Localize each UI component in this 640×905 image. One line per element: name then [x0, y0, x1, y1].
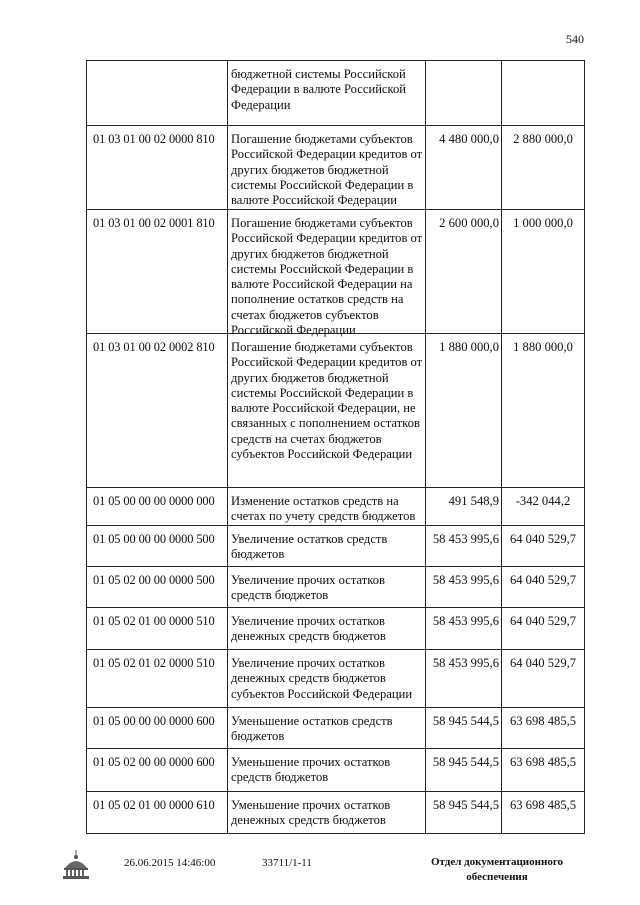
table-row — [87, 566, 584, 608]
description-cell: бюджетной системы Российской Федерации в валюте Российской Федерации — [227, 61, 425, 125]
description-cell: Увеличение прочих остатков средств бюджетов — [227, 567, 425, 608]
description-cell: Погашение бюджетами субъектов Российской Федерации кредитов от других бюджетов бюджетной системы Российской Федерации в валюте Российской Федерации — [227, 126, 425, 210]
budget-code-cell: 01 05 00 00 00 0000 000 — [93, 494, 215, 508]
budget-code-cell: 01 05 02 01 00 0000 510 — [93, 614, 215, 628]
value-2017-cell: 63 698 485,5 — [501, 792, 584, 834]
value-2016-cell: 58 453 995,6 — [425, 567, 501, 608]
footer-department: Отдел документационного обеспечения — [430, 856, 564, 883]
description-cell: Изменение остатков средств на счетах по учету средств бюджетов — [227, 488, 425, 526]
value-2016-cell: 58 945 544,5 — [425, 792, 501, 834]
budget-code-cell: 01 05 00 00 00 0000 600 — [93, 714, 215, 728]
sources-table — [86, 60, 585, 834]
budget-code-cell: 01 05 00 00 00 0000 500 — [93, 532, 215, 546]
description-cell: Уменьшение прочих остатков денежных средств бюджетов — [227, 792, 425, 834]
value-2017-cell: 64 040 529,7 — [501, 567, 584, 608]
value-2017-cell: 64 040 529,7 — [501, 526, 584, 567]
table-row — [87, 333, 584, 488]
value-2016-cell: 58 945 544,5 — [425, 708, 501, 749]
table-row — [87, 791, 584, 834]
budget-code-cell: 01 05 02 00 00 0000 600 — [93, 755, 215, 769]
description-cell: Увеличение прочих остатков денежных средств бюджетов — [227, 608, 425, 650]
table-row — [87, 607, 584, 650]
value-2016-cell: 58 453 995,6 — [425, 650, 501, 708]
budget-code-cell: 01 03 01 00 02 0002 810 — [93, 340, 215, 354]
table-row — [87, 487, 584, 526]
budget-code-cell: 01 03 01 00 02 0001 810 — [93, 216, 215, 230]
value-2017-cell: 64 040 529,7 — [501, 608, 584, 650]
value-2017-cell: 63 698 485,5 — [501, 708, 584, 749]
table-row — [87, 209, 584, 338]
value-2016-cell: 1 880 000,0 — [425, 334, 501, 488]
budget-code-cell: 01 05 02 01 00 0000 610 — [93, 798, 215, 812]
value-2016-cell — [425, 61, 501, 125]
budget-code-cell: 01 03 01 00 02 0000 810 — [93, 132, 215, 146]
budget-code-cell — [87, 61, 227, 125]
value-2016-cell: 58 453 995,6 — [425, 526, 501, 567]
description-cell: Увеличение остатков средств бюджетов — [227, 526, 425, 567]
value-2016-cell: 491 548,9 — [425, 488, 501, 526]
description-cell: Увеличение прочих остатков денежных средств бюджетов субъектов Российской Федерации — [227, 650, 425, 708]
footer-timestamp: 26.06.2015 14:46:00 — [124, 857, 216, 869]
value-2017-cell: 1 000 000,0 — [501, 210, 584, 334]
table-row — [87, 61, 584, 125]
value-2017-cell: 1 880 000,0 — [501, 334, 584, 488]
value-2016-cell: 58 453 995,6 — [425, 608, 501, 650]
value-2016-cell: 2 600 000,0 — [425, 210, 501, 334]
budget-code-cell: 01 05 02 00 00 0000 500 — [93, 573, 215, 587]
table-row — [87, 125, 584, 210]
footer-doc-number: 33711/1-11 — [262, 857, 312, 869]
table-row — [87, 525, 584, 567]
table-row — [87, 748, 584, 792]
table-row — [87, 707, 584, 749]
description-cell: Погашение бюджетами субъектов Российской Федерации кредитов от других бюджетов бюджетной системы Российской Федерации в валюте Российской Федерации, не связанных с пополнением остатков средств на счетах бюджетов субъектов Российской Федерации — [227, 334, 425, 488]
value-2017-cell: 2 880 000,0 — [501, 126, 584, 210]
duma-emblem-icon — [59, 848, 93, 882]
value-2016-cell: 58 945 544,5 — [425, 749, 501, 792]
value-2017-cell: 64 040 529,7 — [501, 650, 584, 708]
value-2017-cell: -342 044,2 — [501, 488, 584, 526]
budget-code-cell: 01 05 02 01 02 0000 510 — [93, 656, 215, 670]
description-cell: Погашение бюджетами субъектов Российской Федерации кредитов от других бюджетов бюджетной системы Российской Федерации в валюте Российской Федерации на пополнение остатков средств на счетах бюджетов субъектов Российской Федерации — [227, 210, 425, 334]
description-cell: Уменьшение прочих остатков средств бюджетов — [227, 749, 425, 792]
table-row — [87, 649, 584, 708]
description-cell: Уменьшение остатков средств бюджетов — [227, 708, 425, 749]
value-2017-cell — [501, 61, 584, 125]
value-2017-cell: 63 698 485,5 — [501, 749, 584, 792]
page-number: 540 — [566, 32, 584, 46]
value-2016-cell: 4 480 000,0 — [425, 126, 501, 210]
